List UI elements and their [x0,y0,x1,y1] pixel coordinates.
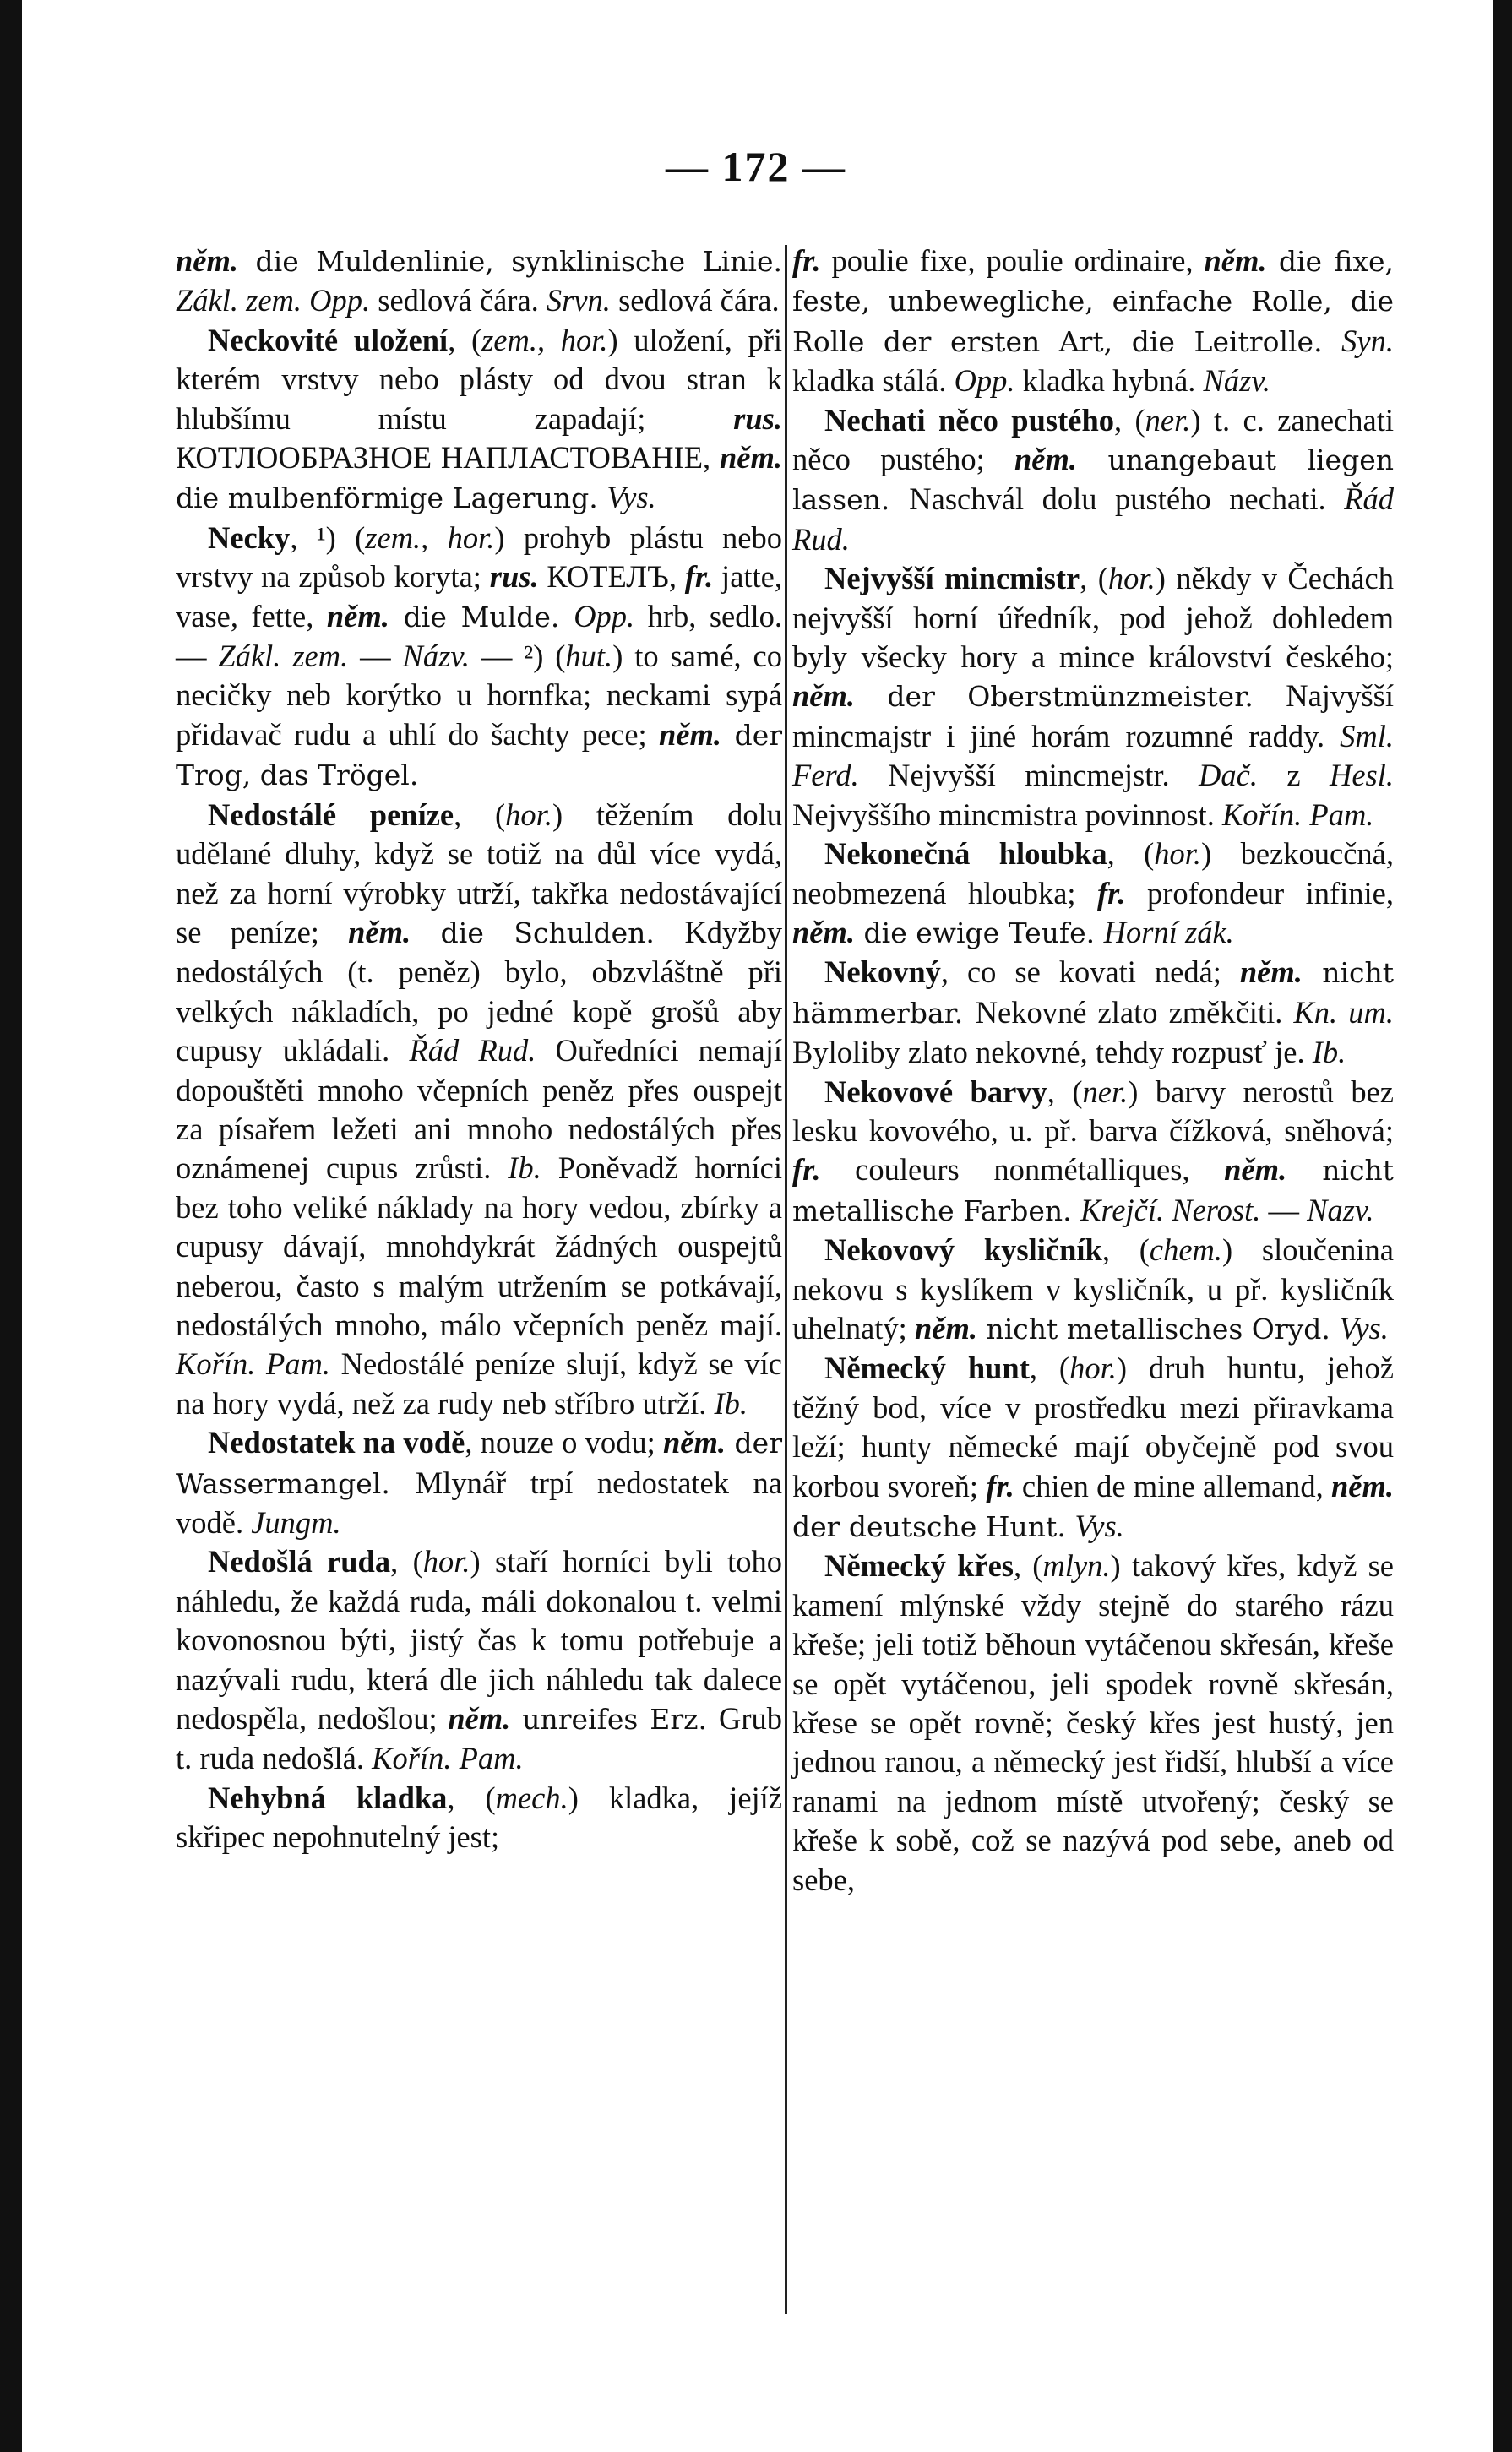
entry-text: , ( [1014,1548,1043,1584]
source-abbrev: Nazv. [1307,1192,1374,1227]
headword: Nedostatek na vodě [208,1425,465,1460]
entry-text: hrb, sedlo. — [176,598,782,674]
source-abbrev: Dač. [1199,758,1258,793]
entry-text: , ( [1080,561,1108,596]
source-abbrev: ner. [1145,402,1191,438]
language-label: něm. [792,678,856,714]
entry-text: Kdyžby nedostálých (t. peněz) bylo, obzvláštně při velkých nákladích, po jedné kopě grošů aby cupusy ukládali. [176,914,782,1068]
entry-text: Byloliby zlato nekovné, tehdy rozpusť je. [792,1035,1313,1070]
entry-text: , ( [1107,836,1155,872]
entry-text: ) to samé, co necičky neb korýtko u hornfka; neckami sypá přidavač rudu a uhlí do šachty pece; [176,639,783,752]
entry-text: ) těžením dolu udělané dluhy, když se totiž na důl více vydá, než za horní výrobky utrží, takřka nedostávající se peníze; [176,796,782,949]
headword: Německý křes [824,1548,1014,1584]
entry-text: poulie fixe, poulie ordinaire, [820,243,1205,278]
source-abbrev: zem., hor. [365,519,495,555]
language-label: něm. [1204,243,1267,278]
source-abbrev: Zákl. zem. [218,639,349,674]
german-text: unangebaut liegen lassen. [792,443,1394,517]
german-text: die mulbenförmige Lagerung. [176,481,607,515]
entry-text: — ²) ( [469,639,566,674]
source-abbrev: Kořín. Pam. [1221,796,1374,832]
source-abbrev: Srvn. [546,283,611,318]
source-abbrev: Ib. [508,1150,541,1186]
language-label: něm. [662,1425,726,1460]
headword: Nekonečná hloubka [824,836,1107,872]
german-text: der deutsche Hunt. [792,1510,1075,1543]
language-label: něm. [326,598,389,633]
source-abbrev: Vys. [1074,1509,1124,1543]
source-abbrev: Syn. [1341,323,1394,358]
headword: Německý hunt [824,1351,1030,1386]
entry-text: , ( [390,1544,423,1579]
headword: Nekovové barvy [824,1074,1047,1109]
dictionary-entry [176,519,782,796]
entry-text: Najvyšší mincmajstr i jiné horám rozumné raddy. [792,678,1394,753]
source-abbrev: mech. [495,1780,568,1815]
headword: Nedostálé peníze [208,796,454,832]
source-abbrev: Kn. um. [1293,994,1394,1030]
german-text: die ewige Teufe. [855,916,1104,949]
source-abbrev: Zákl. zem. Opp. [176,283,371,318]
headword: Neckovité uložení [208,322,449,357]
entry-text: ) takový křes, když se kamení mlýnské vždy stejně do starého rázu křeše; jeli totiž běhoun vytáčenou skřesán, křeše se opět vytáčenou, jeli spodek rovně skřesán, křese se opět rovně; český křes jest hustý, jen jednou ranou, a německý jest řidší, hlubší a více ranami na jednom místě utvořený; český se křeše k sobě, což se nazývá pod sebe, aneb od sebe, [792,1548,1394,1897]
entry-text: Mlynář trpí nedostatek na vodě. [176,1465,782,1540]
entry-text: ) uložení, při kterém vrstvy nebo plásty od dvou stran k hlubšímu místu zapadají; [176,322,782,436]
entry-text: profondeur infinie, [1125,875,1394,911]
headword: Nehybná kladka [208,1780,448,1815]
german-text: der Trog, das Trögel. [176,718,782,792]
language-label: něm. [914,1310,977,1346]
german-text: nicht hämmerbar. [792,956,1394,1030]
entry-text: sedlová čára. [610,283,780,318]
entry-text: , ¹) ( [290,519,366,555]
entry-text: — [348,639,403,674]
source-abbrev: Ib. [1312,1035,1346,1070]
language-label: fr. [1097,875,1126,911]
source-abbrev: Krejčí. Nerost. [1080,1192,1261,1227]
source-abbrev: Názv. [402,639,470,674]
entry-text: — [1260,1192,1308,1227]
entry-text: , ( [1114,402,1145,438]
language-label: něm. [658,716,721,752]
dictionary-entry [176,1542,782,1778]
entry-text: kladka stálá. [792,363,955,399]
source-abbrev: Kořín. Pam. [372,1741,524,1776]
entry-text: КОТЛООБРАЗНОЕ НАПЛАСТОВАНІЕ, [176,440,720,476]
entry-text: , nouze o vodu; [465,1425,663,1460]
german-text: nicht metallische Farben. [792,1154,1395,1227]
german-text: nicht metallisches Oryd. [976,1312,1340,1346]
source-abbrev: Hesl. [1329,758,1395,793]
dictionary-entry [792,1073,1394,1231]
german-text: die Mulde. [389,600,574,633]
source-abbrev: Opp. [574,598,635,633]
language-label: fr. [792,1152,821,1188]
source-abbrev: Sml. Ferd. [792,718,1394,793]
source-abbrev: Ib. [714,1385,748,1421]
dictionary-entry [792,242,1394,401]
german-text: der Oberstmünzmeister. [855,680,1286,714]
entry-text: Nedostálé peníze slují, když se víc na hory vydá, než za rudy neb stříbro utrží. [176,1346,782,1421]
headword: Nekovový kysličník [824,1232,1102,1268]
entry-text: , ( [447,1780,496,1815]
dictionary-entry [176,242,782,321]
source-abbrev: mlyn. [1042,1548,1111,1584]
entry-text: ) staří horníci byli toho náhledu, že každá ruda, máli dokonalou t. velmi kovonosnou býti, jistý čas k tomu potřebuje a nazývali rudu, která dle jich náhledu tak dalece nedospěla, nedošlou; [176,1544,782,1737]
dictionary-entry [792,1349,1394,1547]
entry-text: ) někdy v Čechách nejvyšší horní úředník, pod jehož dohledem byly všecky hory a mince království českého; [792,561,1394,675]
source-abbrev: hor. [1154,836,1202,872]
entry-text: Grub t. ruda nedošlá. [176,1701,782,1776]
dictionary-entry [792,559,1394,835]
source-abbrev: Vys. [1339,1310,1389,1346]
entry-text: Nejvyšší mincmejstr. [858,758,1199,793]
entry-text: z [1257,758,1330,793]
language-label: něm. [1014,442,1077,477]
dictionary-entry [176,1779,782,1857]
source-abbrev: Kořín. Pam. [176,1346,330,1382]
source-abbrev: hor. [505,796,552,832]
entry-text: ) sloučenina nekovu s kyslíkem v kysličník, u př. kysličník uhelnatý; [792,1232,1395,1346]
entry-text: kladka hybná. [1014,363,1204,399]
dictionary-entry [792,953,1394,1072]
language-label: něm. [1330,1468,1395,1503]
entry-text: , ( [454,796,506,832]
entry-text: , ( [1047,1074,1083,1109]
source-abbrev: ner. [1082,1074,1129,1109]
source-abbrev: hut. [565,639,613,674]
language-label: něm. [1224,1152,1287,1188]
left-column [176,242,782,1857]
entry-text: ) kladka, jejíž skřipec nepohnutelný jest; [176,1780,782,1855]
source-abbrev: hor. [1069,1351,1117,1386]
language-label: něm. [176,243,239,278]
entry-text: jatte, vase, fette, [176,559,783,633]
language-label: fr. [792,243,821,278]
source-abbrev: Vys. [606,480,656,515]
language-label: fr. [684,559,714,595]
entry-text: chien de mine allemand, [1014,1468,1331,1503]
page-number: — 172 — [666,143,846,190]
language-label: něm. [348,914,411,949]
entry-text: , ( [1101,1232,1150,1268]
headword: Nejvyšší mincmistr [824,561,1080,596]
source-abbrev: Horní zák. [1103,914,1234,949]
entry-text: Ouředníci nemají dopouštěti mnoho včepních peněz přes ouspejt za písařem ležeti ani mnoho nedostálých přes oznámenej cupus zrůsti. [176,1033,783,1186]
language-label: rus. [733,400,782,436]
entry-text: Nekovné zlato změkčiti. [975,994,1294,1030]
entry-text: ) t. c. zanechati něco pustého; [792,402,1395,477]
source-abbrev: Názv. [1203,363,1270,399]
german-text: der Wassermangel. [176,1427,782,1500]
source-abbrev: Řád Rud. [792,481,1394,557]
language-label: fr. [986,1468,1014,1503]
headword: Nedošlá ruda [208,1544,391,1579]
dictionary-entry [176,321,782,519]
headword: Nechati něco pustého [824,402,1114,438]
language-label: něm. [719,440,782,476]
entry-text: Nejvyššího mincmistra povinnost. [792,796,1222,832]
entry-text: sedlová čára. [370,283,547,318]
headword: Necky [208,519,291,555]
dictionary-entry [792,1547,1394,1900]
column-divider [785,245,787,2314]
entry-text: couleurs nonmétalliques, [820,1152,1225,1188]
entry-text: ) barvy nerostů bez lesku kovového, u. př. barva čížková, sněhová; [792,1074,1395,1148]
language-label: něm. [1239,954,1303,990]
source-abbrev: hor. [1107,561,1156,596]
source-abbrev: Jungm. [251,1505,341,1540]
dictionary-entry [176,796,782,1424]
entry-text: Naschvál dolu pustého nechati. [909,481,1345,517]
source-abbrev: zem., hor. [481,322,608,357]
german-text: unreifes Erz. [510,1703,719,1737]
source-abbrev: chem. [1149,1232,1223,1268]
entry-text: ) prohyb plástu nebo vrstvy na způsob koryta; [176,519,782,595]
source-abbrev: Opp. [954,363,1015,399]
headword: Nekovný [824,954,941,990]
source-abbrev: hor. [422,1544,470,1579]
dictionary-entry [176,1423,782,1542]
dictionary-entry [792,835,1394,953]
right-column [792,242,1394,1900]
german-text: die Muldenlinie, synklinische Linie. [238,245,782,278]
entry-text: , ( [448,322,482,357]
dictionary-entry [792,1231,1394,1349]
german-text: die fixe, feste, unbewegliche, einfache Rolle, die Rolle der ersten Art, die Leitrolle. [792,245,1395,358]
source-abbrev: Řád Rud. [409,1033,536,1068]
language-label: něm. [448,1701,511,1737]
language-label: něm. [792,914,856,949]
entry-text: Poněvadž horníci bez toho veliké náklady na hory vedou, zbírky a cupusy dávají, mnohdykrát žádných ouspejtů neberou, často s malým utržením se potkávají, nedostálých mnoho, málo včepních peněz mají. [176,1150,782,1342]
entry-text: КОТЕЛЪ, [538,559,685,595]
entry-text: , ( [1029,1351,1070,1386]
dictionary-entry [792,401,1394,560]
entry-text: ) bezkoucčná, neobmezená hloubka; [792,836,1394,911]
german-text: die Schulden. [411,916,685,949]
entry-text: ) druh huntu, jehož těžný bod, více v prostředku mezi přiravkama leží; hunty německé mají obyčejně pod svou korbou svoreň; [792,1351,1395,1503]
entry-text: , co se kovati nedá; [940,954,1240,990]
language-label: rus. [489,559,539,595]
